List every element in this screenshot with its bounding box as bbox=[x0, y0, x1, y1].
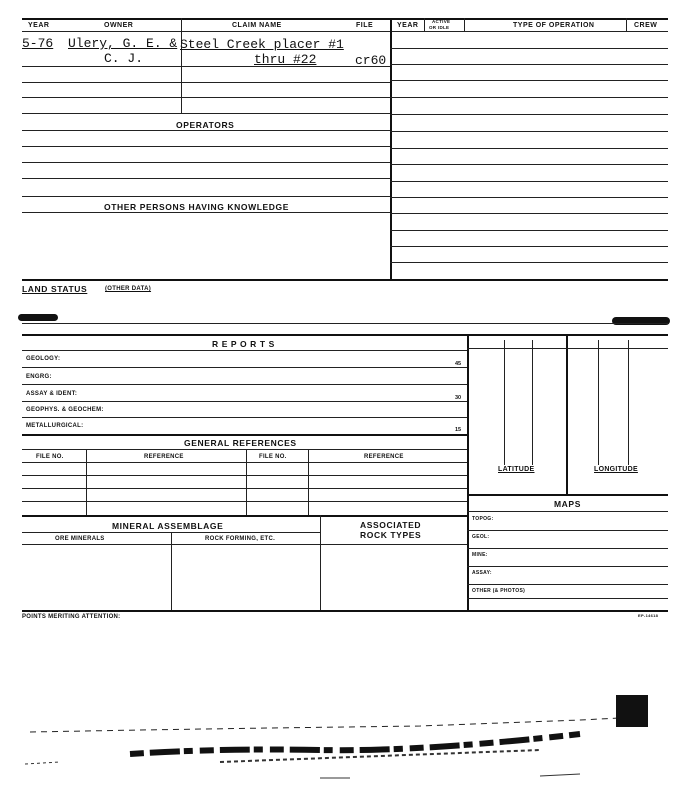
ref-reference-header-1: REFERENCE bbox=[144, 454, 184, 460]
report-assay-label: ASSAY & IDENT: bbox=[26, 391, 78, 397]
top-section-bottom bbox=[22, 279, 668, 281]
reports-bottom bbox=[22, 434, 467, 436]
col-owner-header: OWNER bbox=[104, 22, 134, 29]
other-persons-rule bbox=[22, 212, 390, 213]
ref-col-divider-1 bbox=[86, 449, 87, 515]
col-active-header-2: OR IDLE bbox=[429, 25, 450, 30]
long-tick-2 bbox=[628, 340, 629, 465]
right-row-14 bbox=[390, 262, 668, 263]
report-num-45: 45 bbox=[455, 361, 462, 367]
maps-row-4 bbox=[467, 584, 668, 585]
maps-geol-label: GEOL: bbox=[472, 534, 490, 540]
reports-heading-rule bbox=[22, 350, 467, 351]
left-row-3 bbox=[22, 97, 390, 98]
maps-row-3 bbox=[467, 566, 668, 567]
operators-row-3 bbox=[22, 178, 390, 179]
maps-heading-rule bbox=[467, 511, 668, 512]
associated-rock-types-heading-2: ROCK TYPES bbox=[360, 530, 422, 540]
report-num-30: 30 bbox=[455, 395, 462, 401]
ref-row-2 bbox=[22, 488, 467, 489]
entry-claim-line1: Steel Creek placer #1 bbox=[180, 37, 344, 52]
lat-long-divider bbox=[566, 334, 568, 494]
ref-header-rule bbox=[22, 462, 467, 463]
maps-assay-label: ASSAY: bbox=[472, 570, 492, 576]
general-references-heading: GENERAL REFERENCES bbox=[184, 438, 297, 448]
maps-row-5 bbox=[467, 598, 668, 599]
form-number: EP-14618 bbox=[638, 613, 659, 618]
header-rule bbox=[22, 31, 668, 32]
col-file-header: FILE bbox=[356, 22, 374, 29]
year2-divider bbox=[424, 18, 425, 32]
report-num-15: 15 bbox=[455, 427, 462, 433]
top-border bbox=[22, 18, 668, 20]
left-row-4 bbox=[22, 113, 390, 114]
crew-divider bbox=[626, 18, 627, 32]
longitude-label: LONGITUDE bbox=[594, 466, 638, 473]
right-row-11 bbox=[390, 213, 668, 214]
right-row-12 bbox=[390, 230, 668, 231]
right-row-3 bbox=[390, 80, 668, 81]
operators-row-4 bbox=[22, 196, 390, 197]
right-row-9 bbox=[390, 181, 668, 182]
reports-right-divider bbox=[467, 334, 469, 610]
right-row-7 bbox=[390, 148, 668, 149]
operators-rule bbox=[22, 130, 390, 131]
mineral-columns-rule bbox=[22, 544, 467, 545]
ref-file-no-header-2: FILE NO. bbox=[259, 454, 287, 460]
maps-top-border bbox=[467, 494, 668, 496]
rock-forming-header: ROCK FORMING, ETC. bbox=[205, 536, 276, 542]
long-tick-1 bbox=[598, 340, 599, 465]
report-engrg-label: ENGRG: bbox=[26, 374, 52, 380]
mineral-assemblage-heading: MINERAL ASSEMBLAGE bbox=[112, 521, 224, 531]
right-row-1 bbox=[390, 48, 668, 49]
operators-heading: OPERATORS bbox=[176, 120, 235, 130]
maps-other-label: OTHER (& PHOTOS) bbox=[472, 588, 526, 594]
report-geology-label: GEOLOGY: bbox=[26, 356, 61, 362]
points-meriting-attention-label: POINTS MERITING ATTENTION: bbox=[22, 614, 121, 620]
land-status-sub: (OTHER DATA) bbox=[105, 286, 152, 292]
ref-file-no-header-1: FILE NO. bbox=[36, 454, 64, 460]
left-row-2 bbox=[22, 82, 390, 83]
bottom-border bbox=[22, 610, 668, 612]
col-active-header-1: ACTIVE bbox=[432, 19, 451, 24]
reports-heading: R E P O R T S bbox=[212, 339, 275, 349]
right-row-8 bbox=[390, 164, 668, 165]
col-crew-header: CREW bbox=[634, 22, 658, 29]
report-row-3 bbox=[22, 401, 467, 402]
associated-rock-types-heading-1: ASSOCIATED bbox=[360, 520, 422, 530]
other-persons-heading: OTHER PERSONS HAVING KNOWLEDGE bbox=[104, 202, 290, 212]
report-metallurgical-label: METALLURGICAL: bbox=[26, 423, 84, 429]
scan-noise-bottom bbox=[20, 690, 670, 790]
ref-col-divider-3 bbox=[308, 449, 309, 515]
left-right-divider bbox=[390, 18, 392, 280]
report-row-4 bbox=[22, 417, 467, 418]
lat-tick-2 bbox=[532, 340, 533, 465]
latitude-label: LATITUDE bbox=[498, 466, 535, 473]
maps-topog-label: TOPOG: bbox=[472, 516, 494, 522]
land-status-rule bbox=[22, 323, 668, 324]
entry-owner-line2: C. J. bbox=[104, 51, 144, 66]
left-row-1 bbox=[22, 66, 390, 67]
land-status-heading: LAND STATUS bbox=[22, 284, 88, 294]
operators-row-1 bbox=[22, 146, 390, 147]
ref-reference-header-2: REFERENCE bbox=[364, 454, 404, 460]
maps-row-2 bbox=[467, 548, 668, 549]
maps-heading: MAPS bbox=[554, 499, 581, 509]
report-row-2 bbox=[22, 384, 467, 385]
right-row-5 bbox=[390, 114, 668, 115]
ref-bottom bbox=[22, 515, 467, 517]
maps-mine-label: MINE: bbox=[472, 552, 488, 558]
report-geophys-label: GEOPHYS. & GEOCHEM: bbox=[26, 407, 104, 413]
ref-col-divider-2 bbox=[246, 449, 247, 515]
col-claim-name-header: CLAIM NAME bbox=[232, 22, 282, 29]
mineral-col-divider bbox=[171, 532, 172, 610]
general-references-rule bbox=[22, 449, 467, 450]
ore-minerals-header: ORE MINERALS bbox=[55, 536, 105, 542]
right-row-10 bbox=[390, 197, 668, 198]
entry-owner-line1: Ulery, G. E. & bbox=[68, 36, 178, 51]
operators-row-2 bbox=[22, 162, 390, 163]
entry-file: cr60 bbox=[355, 53, 387, 68]
scan-smear-left bbox=[18, 314, 58, 321]
entry-year: 5-76 bbox=[22, 36, 54, 51]
ref-row-3 bbox=[22, 501, 467, 502]
report-row-1 bbox=[22, 367, 467, 368]
right-row-13 bbox=[390, 246, 668, 247]
lat-tick-1 bbox=[504, 340, 505, 465]
rock-types-divider bbox=[320, 515, 321, 610]
col-type-of-operation-header: TYPE OF OPERATION bbox=[513, 22, 595, 29]
coords-top-rule bbox=[467, 348, 668, 349]
entry-claim-line2: thru #22 bbox=[254, 52, 317, 67]
right-row-4 bbox=[390, 97, 668, 98]
col-year-header: YEAR bbox=[28, 22, 50, 29]
active-divider bbox=[464, 18, 465, 32]
maps-row-1 bbox=[467, 530, 668, 531]
col-year2-header: YEAR bbox=[397, 22, 419, 29]
right-row-6 bbox=[390, 131, 668, 132]
right-row-2 bbox=[390, 64, 668, 65]
ref-row-1 bbox=[22, 475, 467, 476]
reports-top-border bbox=[22, 334, 668, 336]
